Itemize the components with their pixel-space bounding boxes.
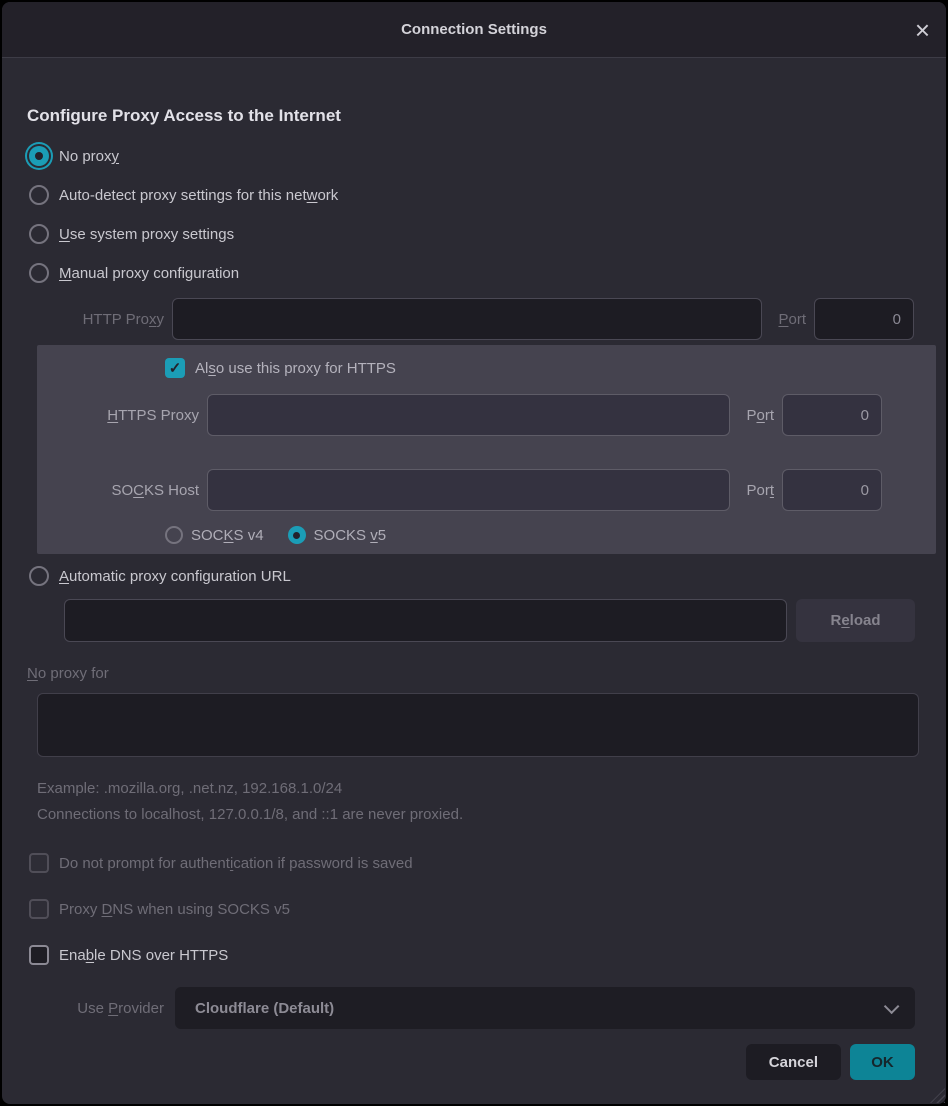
socks-port-input[interactable] xyxy=(782,469,882,511)
radio-auto-detect[interactable] xyxy=(29,181,946,209)
radio-label: No proxy xyxy=(59,147,120,165)
dialog-title: Connection Settings xyxy=(401,21,547,38)
provider-dropdown[interactable] xyxy=(175,987,915,1029)
close-icon[interactable]: × xyxy=(914,14,930,45)
http-proxy-input[interactable] xyxy=(172,298,762,340)
socks-host-label: SOCKS Host xyxy=(111,481,199,499)
http-proxy-label: HTTP Proxy xyxy=(82,310,164,328)
https-socks-highlight-section xyxy=(37,345,936,554)
checkbox-label: Proxy DNS when using SOCKS v5 xyxy=(59,900,290,918)
radio-selected-icon xyxy=(29,146,49,166)
page-title: Configure Proxy Access to the Internet xyxy=(27,106,341,125)
radio-automatic-url[interactable] xyxy=(29,562,946,590)
connection-settings-dialog xyxy=(2,2,946,1104)
checkbox-unchecked-icon xyxy=(29,853,49,873)
http-port-input[interactable] xyxy=(814,298,914,340)
https-port-input[interactable] xyxy=(782,394,882,436)
checkbox-unchecked-icon xyxy=(29,899,49,919)
dialog-titlebar xyxy=(2,2,946,58)
radio-socks-v4[interactable] xyxy=(165,526,264,544)
radio-label: Use system proxy settings xyxy=(59,225,235,243)
checkbox-proxy-dns-socks5[interactable] xyxy=(29,897,946,921)
radio-label: Manual proxy configuration xyxy=(59,264,240,282)
checkbox-no-prompt-auth[interactable] xyxy=(29,851,946,875)
checkbox-label: Enable DNS over HTTPS xyxy=(59,946,229,964)
autoconfig-url-row xyxy=(64,599,915,642)
ok-button[interactable]: OK xyxy=(850,1044,915,1080)
radio-socks-v5[interactable] xyxy=(288,526,387,544)
doh-provider-row xyxy=(37,987,915,1029)
radio-icon xyxy=(29,185,49,205)
use-provider-label: Use Provider xyxy=(77,999,164,1017)
radio-selected-icon xyxy=(288,526,306,544)
radio-label: Automatic proxy configuration URL xyxy=(59,567,291,585)
radio-label: Auto-detect proxy settings for this network xyxy=(59,186,339,204)
https-proxy-row xyxy=(72,394,882,436)
checkbox-also-use-proxy-https[interactable] xyxy=(165,354,914,382)
checkbox-label: Do not prompt for authentication if password is saved xyxy=(59,854,413,872)
radio-icon xyxy=(29,566,49,586)
radio-icon xyxy=(29,263,49,283)
https-port-label: Port xyxy=(746,406,774,424)
socks-version-row xyxy=(165,521,914,549)
socks-host-row xyxy=(72,469,882,511)
radio-manual[interactable] xyxy=(29,259,946,287)
https-proxy-label: HTTPS Proxy xyxy=(107,406,199,424)
no-proxy-for-textarea[interactable] xyxy=(37,693,919,757)
socks-host-input[interactable] xyxy=(207,469,730,511)
autoconfig-url-input[interactable] xyxy=(64,599,787,642)
checkbox-checked-icon: ✓ xyxy=(165,358,185,378)
no-proxy-for-label: No proxy for xyxy=(27,665,109,682)
http-proxy-row xyxy=(37,298,914,340)
chevron-down-icon xyxy=(884,998,900,1014)
radio-label: SOCKS v5 xyxy=(313,526,387,544)
checkbox-enable-doh[interactable] xyxy=(29,943,946,967)
reload-button[interactable]: Reload xyxy=(796,599,915,642)
cancel-button[interactable]: Cancel xyxy=(746,1044,841,1080)
radio-label: SOCKS v4 xyxy=(191,526,264,544)
socks-port-label: Port xyxy=(746,481,774,499)
dialog-footer xyxy=(2,1044,915,1080)
https-proxy-input[interactable] xyxy=(207,394,730,436)
radio-use-system[interactable] xyxy=(29,220,946,248)
checkbox-label: Also use this proxy for HTTPS xyxy=(195,359,396,377)
radio-no-proxy[interactable] xyxy=(29,142,946,170)
checkbox-unchecked-icon xyxy=(29,945,49,965)
example-hint: Example: .mozilla.org, .net.nz, 192.168.1.0/24 xyxy=(37,780,343,797)
radio-icon xyxy=(29,224,49,244)
localhost-note: Connections to localhost, 127.0.0.1/8, and ::1 are never proxied. xyxy=(37,806,464,823)
provider-selected-value: Cloudflare (Default) xyxy=(195,999,335,1017)
radio-icon xyxy=(165,526,183,544)
http-port-label: Port xyxy=(778,310,806,328)
